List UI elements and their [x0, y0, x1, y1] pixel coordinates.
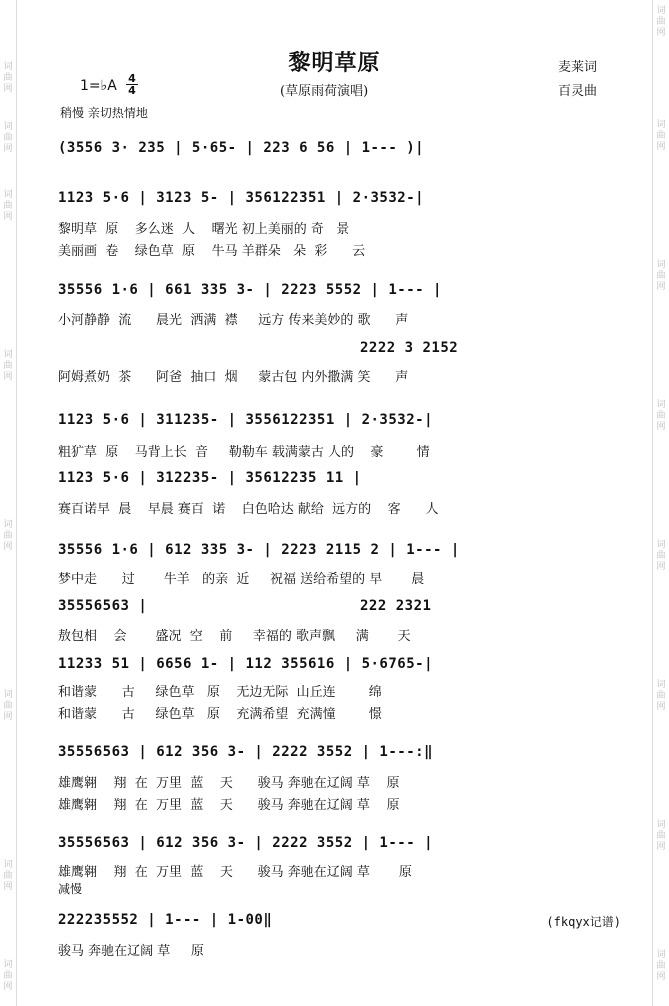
lyric-line-8a: 雄鹰翱 翔 在 万里 蓝 天 骏马 奔驰在辽阔 草 原 [58, 776, 400, 791]
watermark-char: 曲 [3, 73, 13, 83]
watermark-char: 词 [3, 520, 13, 530]
notation-line-11: 222235552 | 1--- | 1-00‖ [58, 912, 273, 928]
watermark-char: 曲 [656, 691, 666, 701]
notation-line-1: 1123 5·6 | 3123 5- | 356122351 | 2·3532-| [58, 190, 425, 206]
watermark-char: 词 [3, 122, 13, 132]
time-signature-bottom: 4 [128, 84, 136, 97]
watermark-char: 曲 [656, 131, 666, 141]
lyric-line-2a: 小河静静 流 晨光 洒满 襟 远方 传来美妙的 歌 声 [58, 313, 409, 328]
notation-line-4: 1123 5·6 | 311235- | 3556122351 | 2·3532-| [58, 412, 434, 428]
watermark-char: 曲 [3, 971, 13, 981]
song-title: 黎明草原 [288, 51, 381, 76]
lyric-line-8b: 雄鹰翱 翔 在 万里 蓝 天 骏马 奔驰在辽阔 草 原 [58, 798, 400, 813]
watermark-char: 网 [3, 982, 13, 992]
watermark-char: 词 [656, 680, 666, 690]
watermark-char: 网 [3, 542, 13, 552]
watermark-char: 词 [3, 690, 13, 700]
time-signature-top: 4 [126, 73, 138, 85]
watermark-char: 词 [656, 260, 666, 270]
watermark-char: 网 [3, 212, 13, 222]
watermark-char: 词 [656, 120, 666, 130]
watermark-char: 词 [3, 350, 13, 360]
notation-line-10: 35556563 | 612 356 3- | 2222 3552 | 1--- | [58, 835, 434, 851]
notation-line-9: 35556563 | 612 356 3- | 2222 3552 | 1---:‖ [58, 744, 434, 760]
notation-line-7: 35556563 | [58, 598, 148, 614]
tail-tempo-marking: 减慢 [58, 882, 83, 896]
watermark-char: 曲 [656, 411, 666, 421]
lyric-line-1b: 美丽画 卷 绿色草 原 牛马 羊群朵 朵 彩 云 [58, 244, 366, 259]
watermark-char: 曲 [656, 271, 666, 281]
notation-line-8: 11233 51 | 6656 1- | 112 355616 | 5·6765-| [58, 656, 434, 672]
watermark-char: 网 [3, 84, 13, 94]
lyric-line-6: 敖包相 会 盛况 空 前 幸福的 歌声飘 满 天 [58, 629, 411, 644]
lyric-line-1a: 黎明草 原 多么迷 人 曙光 初上美丽的 奇 景 [58, 222, 350, 237]
composer-credit: 百灵曲 [558, 84, 598, 99]
watermark-char: 曲 [656, 17, 666, 27]
key-signature: 1=♭A [80, 78, 117, 94]
watermark-char: 网 [3, 372, 13, 382]
lyric-line-4: 赛百诺早 晨 早晨 赛百 诺 白色哈达 献给 远方的 客 人 [58, 502, 439, 517]
watermark-char: 网 [656, 842, 666, 852]
watermark-char: 词 [656, 820, 666, 830]
watermark-char: 曲 [656, 831, 666, 841]
watermark-char: 词 [656, 6, 666, 16]
watermark-char: 网 [3, 712, 13, 722]
lyric-line-2b: 阿姆煮奶 茶 阿爸 抽口 烟 蒙古包 内外撒满 笑 声 [58, 370, 409, 385]
watermark-char: 网 [656, 562, 666, 572]
watermark-left [0, 0, 17, 1006]
watermark-char: 网 [656, 972, 666, 982]
watermark-char: 曲 [3, 361, 13, 371]
watermark-char: 网 [656, 282, 666, 292]
watermark-char: 网 [3, 144, 13, 154]
watermark-char: 网 [656, 702, 666, 712]
lyricist-credit: 麦莱词 [558, 60, 598, 75]
watermark-char: 词 [3, 860, 13, 870]
watermark-char: 网 [656, 422, 666, 432]
lyric-line-9: 雄鹰翱 翔 在 万里 蓝 天 骏马 奔驰在辽阔 草 原 [58, 865, 412, 880]
watermark-char: 曲 [3, 133, 13, 143]
watermark-char: 网 [656, 28, 666, 38]
notation-line-7b: 222 2321 [360, 598, 432, 614]
transcriber-signature: (fkqyx记谱) [546, 915, 621, 929]
watermark-char: 词 [3, 960, 13, 970]
watermark-right [652, 0, 669, 1006]
watermark-char: 词 [656, 950, 666, 960]
lyric-line-7b: 和谐蒙 古 绿色草 原 充满希望 充满憧 憬 [58, 707, 382, 722]
lyric-line-7a: 和谐蒙 古 绿色草 原 无边无际 山丘连 绵 [58, 685, 382, 700]
watermark-char: 词 [3, 190, 13, 200]
watermark-char: 曲 [656, 551, 666, 561]
tempo-marking: 稍慢 亲切热情地 [60, 106, 148, 120]
watermark-char: 曲 [3, 701, 13, 711]
watermark-char: 词 [3, 62, 13, 72]
notation-line-5: 1123 5·6 | 312235- | 35612235 11 | [58, 470, 362, 486]
lyric-line-5: 梦中走 过 牛羊 的亲 近 祝福 送给希望的 早 晨 [58, 572, 425, 587]
performer-subtitle: (草原雨荷演唱) [280, 84, 369, 99]
notation-intro: (3556 3· 235 | 5·65- | 223 6 56 | 1--- )| [58, 140, 425, 156]
notation-line-6: 35556 1·6 | 612 335 3- | 2223 2115 2 | 1--- | [58, 542, 460, 558]
notation-line-2: 35556 1·6 | 661 335 3- | 2223 5552 | 1--- | [58, 282, 442, 298]
watermark-char: 词 [656, 540, 666, 550]
watermark-char: 曲 [3, 871, 13, 881]
lyric-line-3: 粗犷草 原 马背上长 音 勒勒车 载满蒙古 人的 豪 情 [58, 445, 430, 460]
watermark-char: 网 [656, 142, 666, 152]
watermark-char: 曲 [656, 961, 666, 971]
watermark-char: 词 [656, 400, 666, 410]
watermark-char: 曲 [3, 531, 13, 541]
time-signature [126, 73, 138, 96]
watermark-char: 曲 [3, 201, 13, 211]
notation-line-3: 2222 3 2152 [360, 340, 459, 356]
watermark-char: 网 [3, 882, 13, 892]
lyric-line-10: 骏马 奔驰在辽阔 草 原 [58, 944, 204, 959]
